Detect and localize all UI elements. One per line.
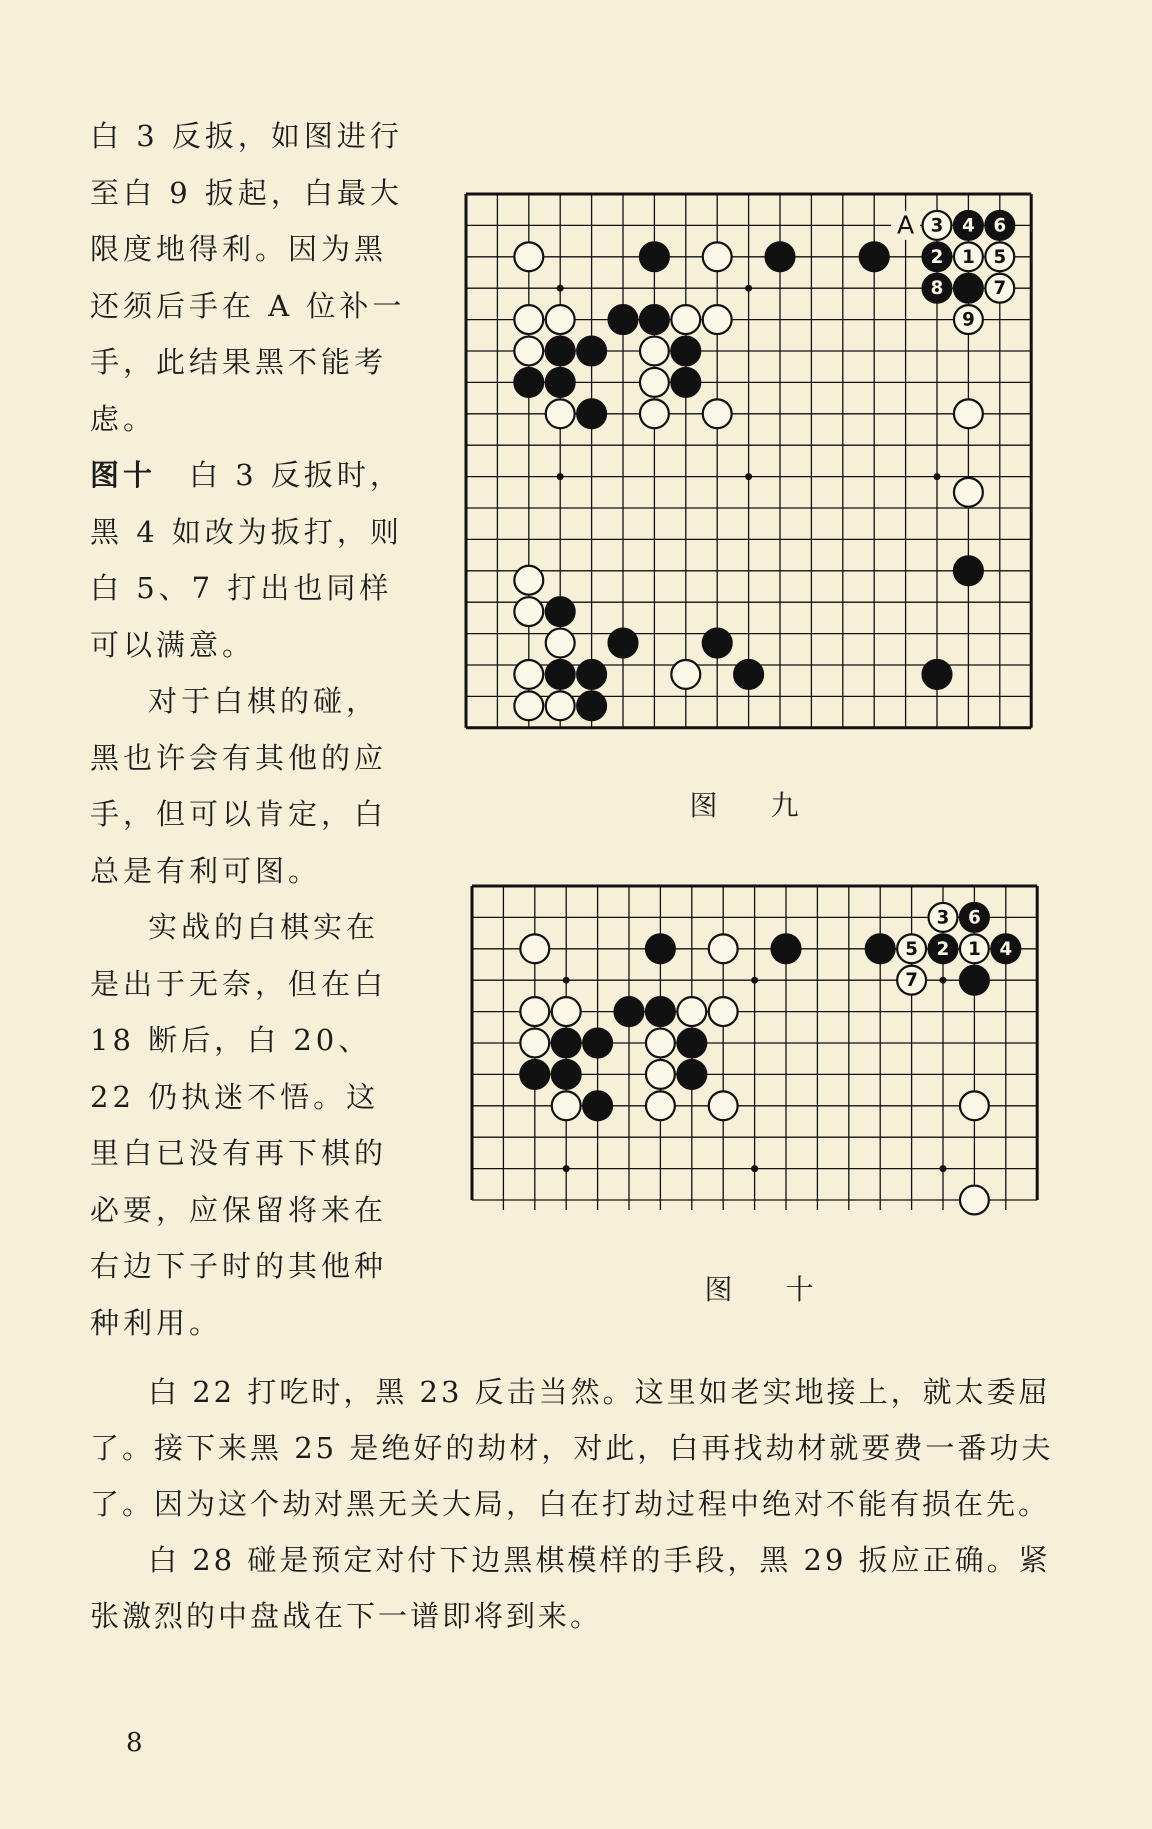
black-stone [514, 368, 543, 397]
black-stone [923, 242, 952, 271]
black-stone [671, 337, 700, 366]
white-stone [954, 242, 983, 271]
stone-disc [546, 629, 575, 658]
stone-disc [640, 399, 669, 428]
move-number: 4 [999, 938, 1013, 960]
stone-disc [954, 274, 983, 303]
stone-disc [709, 1091, 738, 1120]
white-stone [514, 242, 543, 271]
stone-disc [546, 305, 575, 334]
white-stone [985, 274, 1014, 303]
black-stone [923, 274, 952, 303]
stone-disc [552, 1060, 581, 1089]
black-stone [583, 1091, 612, 1120]
white-stone [640, 399, 669, 428]
black-stone [677, 1029, 706, 1058]
move-number: 7 [993, 278, 1007, 300]
star-point [751, 977, 758, 984]
stone-disc [552, 1029, 581, 1058]
white-stone [897, 966, 926, 995]
black-stone [646, 934, 675, 963]
white-stone [960, 1186, 989, 1215]
star-point [557, 285, 564, 292]
white-stone [709, 1091, 738, 1120]
stone-disc [520, 1029, 549, 1058]
stone-disc [671, 368, 700, 397]
black-stone [646, 997, 675, 1026]
paragraph-midgame: 白 28 碰是预定对付下边黑棋模样的手段，黑 29 扳应正确。紧张激烈的中盘战在下一谱即将到来。 [90, 1543, 1051, 1633]
star-point [557, 473, 564, 480]
black-stone [640, 242, 669, 271]
move-number: 9 [962, 309, 975, 331]
diagram10-comment-text: 白 3 反扳时，黑 4 如改为扳打，则白 5、7 打出也同样可以满意。 [90, 458, 403, 662]
stone-disc [546, 337, 575, 366]
black-stone [766, 242, 795, 271]
stone-disc [577, 691, 606, 720]
stone-disc [960, 1091, 989, 1120]
white-stone [646, 1060, 675, 1089]
stone-disc [514, 305, 543, 334]
go-diagram-9 [460, 188, 1048, 768]
stone-disc [640, 305, 669, 334]
white-stone [929, 903, 958, 932]
stone-disc [546, 597, 575, 626]
white-stone [520, 997, 549, 1026]
white-stone [897, 934, 926, 963]
white-stone [646, 1091, 675, 1120]
stone-disc [703, 629, 732, 658]
white-stone [923, 211, 952, 240]
move-number: 1 [968, 938, 981, 960]
stone-disc [546, 368, 575, 397]
star-point [940, 977, 947, 984]
black-stone [577, 399, 606, 428]
page-number: 8 [126, 1728, 143, 1758]
stone-disc [772, 934, 801, 963]
stone-disc [677, 997, 706, 1026]
white-stone [520, 1029, 549, 1058]
white-stone [703, 305, 732, 334]
star-point [563, 977, 570, 984]
left-text-column [90, 108, 408, 1351]
white-stone [514, 597, 543, 626]
stone-disc [703, 242, 732, 271]
white-stone [514, 337, 543, 366]
stone-disc [677, 1060, 706, 1089]
white-stone [514, 660, 543, 689]
white-stone [546, 691, 575, 720]
white-stone [703, 242, 732, 271]
stone-disc [646, 1091, 675, 1120]
white-stone [677, 997, 706, 1026]
stone-disc [514, 242, 543, 271]
star-point [940, 1165, 947, 1172]
stone-disc [640, 242, 669, 271]
stone-disc [960, 966, 989, 995]
white-stone [514, 691, 543, 720]
white-stone [514, 305, 543, 334]
white-stone [960, 1091, 989, 1120]
white-stone [546, 629, 575, 658]
star-point [563, 1165, 570, 1172]
move-number: 3 [936, 907, 950, 929]
move-number: 7 [905, 970, 918, 992]
black-stone [552, 1060, 581, 1089]
stone-disc [514, 337, 543, 366]
stone-disc [671, 660, 700, 689]
white-stone [954, 305, 983, 334]
stone-disc [766, 242, 795, 271]
black-stone [677, 1060, 706, 1089]
stone-disc [609, 629, 638, 658]
black-stone [703, 629, 732, 658]
go-diagram-10 [466, 880, 1054, 1245]
black-stone [577, 691, 606, 720]
black-stone [583, 1029, 612, 1058]
stone-disc [552, 1091, 581, 1120]
stone-disc [514, 368, 543, 397]
stone-disc [860, 242, 889, 271]
move-number: 4 [962, 215, 975, 237]
stone-disc [709, 934, 738, 963]
black-stone [552, 1029, 581, 1058]
white-stone [709, 997, 738, 1026]
black-stone [609, 629, 638, 658]
go-board-9 [460, 188, 1048, 768]
move-number: 5 [905, 938, 918, 960]
white-stone [671, 660, 700, 689]
black-stone [577, 337, 606, 366]
black-stone [954, 211, 983, 240]
move-number: 6 [968, 907, 981, 929]
stone-disc [577, 399, 606, 428]
star-point [745, 285, 752, 292]
white-stone [960, 934, 989, 963]
stone-disc [954, 556, 983, 585]
move-number: 2 [930, 246, 944, 268]
stone-disc [514, 660, 543, 689]
black-stone [577, 660, 606, 689]
stone-disc [583, 1029, 612, 1058]
stone-disc [703, 305, 732, 334]
stone-disc [640, 368, 669, 397]
stone-disc [514, 566, 543, 595]
stone-disc [577, 660, 606, 689]
stone-disc [646, 1029, 675, 1058]
white-stone [703, 399, 732, 428]
stone-disc [954, 399, 983, 428]
stone-disc [583, 1091, 612, 1120]
white-stone [671, 305, 700, 334]
white-stone [954, 478, 983, 507]
black-stone [609, 305, 638, 334]
go-board-10 [466, 880, 1054, 1245]
move-number: 8 [930, 278, 944, 300]
stone-disc [703, 399, 732, 428]
white-stone [646, 1029, 675, 1058]
stone-disc [954, 478, 983, 507]
black-stone [866, 934, 895, 963]
white-stone [546, 305, 575, 334]
star-point [934, 473, 941, 480]
move-number: 6 [993, 215, 1007, 237]
black-stone [923, 660, 952, 689]
white-stone [552, 1091, 581, 1120]
stone-disc [514, 691, 543, 720]
black-stone [985, 211, 1014, 240]
move-number: 3 [930, 215, 944, 237]
stone-disc [609, 305, 638, 334]
white-stone [985, 242, 1014, 271]
move-number: 1 [962, 246, 975, 268]
full-width-text [90, 1364, 1070, 1644]
stone-disc [646, 997, 675, 1026]
paragraph-ko-fight: 白 22 打吃时，黑 23 反击当然。这里如老实地接上，就太委屈了。接下来黑 25 是绝好的劫材，对此，白再找劫材就要费一番功夫了。因为这个劫对黑无关大局，白在打劫过程中绝对不能有损在先。 [90, 1375, 1054, 1521]
black-stone [546, 597, 575, 626]
black-stone [960, 903, 989, 932]
black-stone [671, 368, 700, 397]
black-stone [546, 337, 575, 366]
stone-disc [514, 597, 543, 626]
star-point [745, 473, 752, 480]
stone-disc [640, 337, 669, 366]
black-stone [954, 556, 983, 585]
stone-disc [546, 660, 575, 689]
stone-disc [546, 691, 575, 720]
white-stone [709, 934, 738, 963]
stone-disc [552, 997, 581, 1026]
point-label-A: A [897, 210, 915, 240]
star-point [751, 1165, 758, 1172]
black-stone [929, 934, 958, 963]
black-stone [954, 274, 983, 303]
diagram10-caption: 图 十 [704, 1273, 836, 1306]
black-stone [546, 368, 575, 397]
black-stone [772, 934, 801, 963]
white-stone [552, 997, 581, 1026]
stone-disc [520, 997, 549, 1026]
white-stone [520, 934, 549, 963]
stone-disc [615, 997, 644, 1026]
stone-disc [646, 934, 675, 963]
white-stone [954, 399, 983, 428]
black-stone [615, 997, 644, 1026]
black-stone [546, 660, 575, 689]
stone-disc [734, 660, 763, 689]
stone-disc [923, 660, 952, 689]
white-stone [514, 566, 543, 595]
stone-disc [671, 305, 700, 334]
stone-disc [709, 997, 738, 1026]
black-stone [734, 660, 763, 689]
stone-disc [677, 1029, 706, 1058]
black-stone [991, 934, 1020, 963]
stone-disc [671, 337, 700, 366]
stone-disc [520, 1060, 549, 1089]
move-number: 5 [993, 246, 1007, 268]
stone-disc [960, 1186, 989, 1215]
paragraph-white-contact: 对于白棋的碰，黑也许会有其他的应手，但可以肯定，白总是有利可图。 [90, 684, 388, 888]
paragraph-diagram9-comment: 白 3 反扳，如图进行至白 9 扳起，白最大限度地得利。因为黑还须后手在 A 位补一手，此结果黑不能考虑。 [90, 119, 406, 436]
white-stone [640, 337, 669, 366]
white-stone [546, 399, 575, 428]
black-stone [640, 305, 669, 334]
diagram10-heading: 图十 [90, 458, 157, 492]
stone-disc [866, 934, 895, 963]
diagram9-caption: 图 九 [689, 789, 821, 822]
stone-disc [546, 399, 575, 428]
move-number: 2 [936, 938, 950, 960]
black-stone [860, 242, 889, 271]
white-stone [640, 368, 669, 397]
black-stone [520, 1060, 549, 1089]
stone-disc [646, 1060, 675, 1089]
paragraph-diagram10-comment [90, 447, 408, 673]
black-stone [960, 966, 989, 995]
stone-disc [520, 934, 549, 963]
stone-disc [577, 337, 606, 366]
paragraph-actual-game: 实战的白棋实在是出于无奈，但在白 18 断后，白 20、22 仍执迷不悟。这里白已没有再下棋的必要，应保留将来在右边下子时的其他种种利用。 [90, 910, 388, 1340]
